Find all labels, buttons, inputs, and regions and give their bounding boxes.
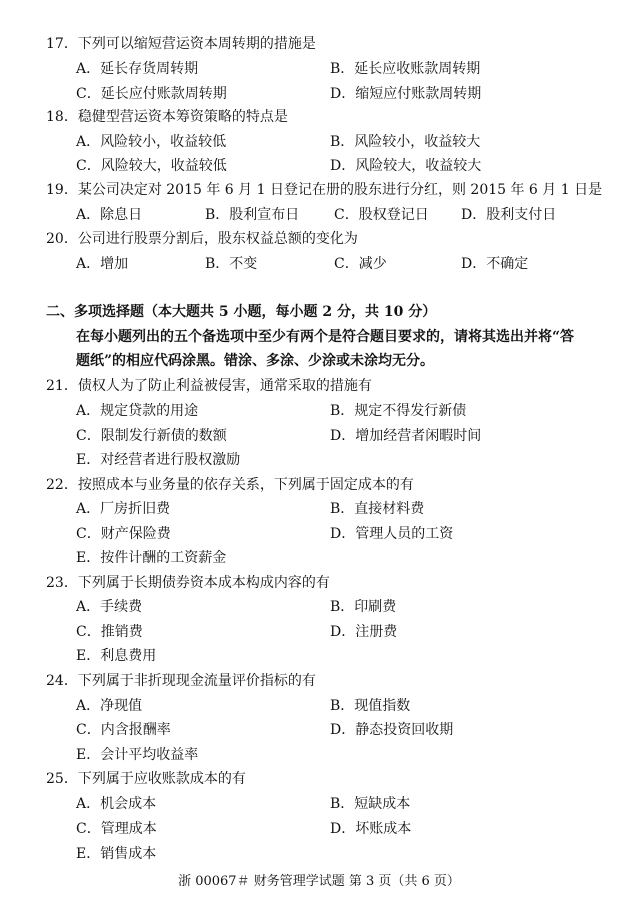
question-21-option-c: C．限制发行新债的数额 — [76, 428, 227, 444]
question-23-option-e: E．利息费用 — [76, 648, 157, 664]
question-18-option-a: A．风险较小，收益较低 — [76, 134, 227, 150]
question-20-option-c: C．减少 — [334, 256, 387, 272]
question-18-option-d: D．风险较大，收益较大 — [330, 158, 482, 174]
question-19-option-b: B．股利宣布日 — [205, 207, 300, 223]
question-24-option-a: A．净现值 — [76, 698, 143, 714]
question-24-option-b: B．现值指数 — [330, 698, 411, 714]
question-21-option-d: D．增加经营者闲暇时间 — [330, 428, 482, 444]
question-20-option-a: A．增加 — [76, 256, 129, 272]
question-23-option-d: D．注册费 — [330, 624, 398, 640]
question-21-option-e: E．对经营者进行股权激励 — [76, 452, 241, 468]
question-23-option-c: C．推销费 — [76, 624, 143, 640]
question-23-option-b: B．印刷费 — [330, 599, 397, 615]
question-18-option-b: B．风险较小，收益较大 — [330, 134, 481, 150]
question-22-option-b: B．直接材料费 — [330, 501, 425, 517]
question-25-option-b: B．短缺成本 — [330, 796, 411, 812]
question-23-stem: 23．下列属于长期债券资本成本构成内容的有 — [46, 575, 330, 591]
question-19-option-a: A．除息日 — [76, 207, 143, 223]
question-21-option-b: B．规定不得发行新债 — [330, 403, 467, 419]
question-22-option-a: A．厂房折旧费 — [76, 501, 171, 517]
question-19-option-d: D．股利支付日 — [461, 207, 557, 223]
question-17-option-b: B．延长应收账款周转期 — [330, 61, 481, 77]
question-20-option-d: D．不确定 — [461, 256, 529, 272]
question-17-option-d: D．缩短应付账款周转期 — [330, 86, 482, 102]
section-2-instruction-1: 在每小题列出的五个备选项中至少有两个是符合题目要求的，请将其选出并将“答 — [76, 329, 575, 345]
question-17-option-a: A．延长存货周转期 — [76, 61, 199, 77]
question-20-option-b: B．不变 — [205, 256, 258, 272]
question-17-stem: 17．下列可以缩短营运资本周转期的措施是 — [46, 36, 316, 52]
question-25-option-e: E．销售成本 — [76, 846, 157, 862]
page-footer: 浙 00067＃ 财务管理学试题 第 3 页（共 6 页） — [178, 874, 460, 889]
question-19-stem: 19．某公司决定对 2015 年 6 月 1 日登记在册的股东进行分红，则 2015 年 6 月 1 日是 — [46, 182, 603, 198]
question-22-option-c: C．财产保险费 — [76, 526, 171, 542]
question-22-option-e: E．按件计酬的工资薪金 — [76, 550, 227, 566]
question-18-stem: 18．稳健型营运资本筹资策略的特点是 — [46, 109, 288, 125]
question-23-option-a: A．手续费 — [76, 599, 143, 615]
question-25-stem: 25．下列属于应收账款成本的有 — [46, 771, 246, 787]
question-18-option-c: C．风险较大，收益较低 — [76, 158, 227, 174]
question-25-option-c: C．管理成本 — [76, 821, 157, 837]
question-21-option-a: A．规定贷款的用途 — [76, 403, 199, 419]
question-24-option-e: E．会计平均收益率 — [76, 747, 199, 763]
question-24-stem: 24．下列属于非折现现金流量评价指标的有 — [46, 673, 316, 689]
question-20-stem: 20．公司进行股票分割后，股东权益总额的变化为 — [46, 231, 358, 247]
section-2-title: 二、多项选择题（本大题共 5 小题，每小题 2 分，共 10 分） — [46, 304, 437, 320]
question-21-stem: 21．债权人为了防止利益被侵害，通常采取的措施有 — [46, 378, 372, 394]
question-22-option-d: D．管理人员的工资 — [330, 526, 454, 542]
section-2-instruction-2: 题纸”的相应代码涂黑。错涂、多涂、少涂或未涂均无分。 — [76, 353, 435, 369]
question-24-option-c: C．内含报酬率 — [76, 722, 171, 738]
question-22-stem: 22．按照成本与业务量的依存关系，下列属于固定成本的有 — [46, 477, 414, 493]
question-19-option-c: C．股权登记日 — [334, 207, 429, 223]
question-25-option-d: D．坏账成本 — [330, 821, 412, 837]
question-17-option-c: C．延长应付账款周转期 — [76, 86, 227, 102]
question-24-option-d: D．静态投资回收期 — [330, 722, 454, 738]
question-25-option-a: A．机会成本 — [76, 796, 157, 812]
